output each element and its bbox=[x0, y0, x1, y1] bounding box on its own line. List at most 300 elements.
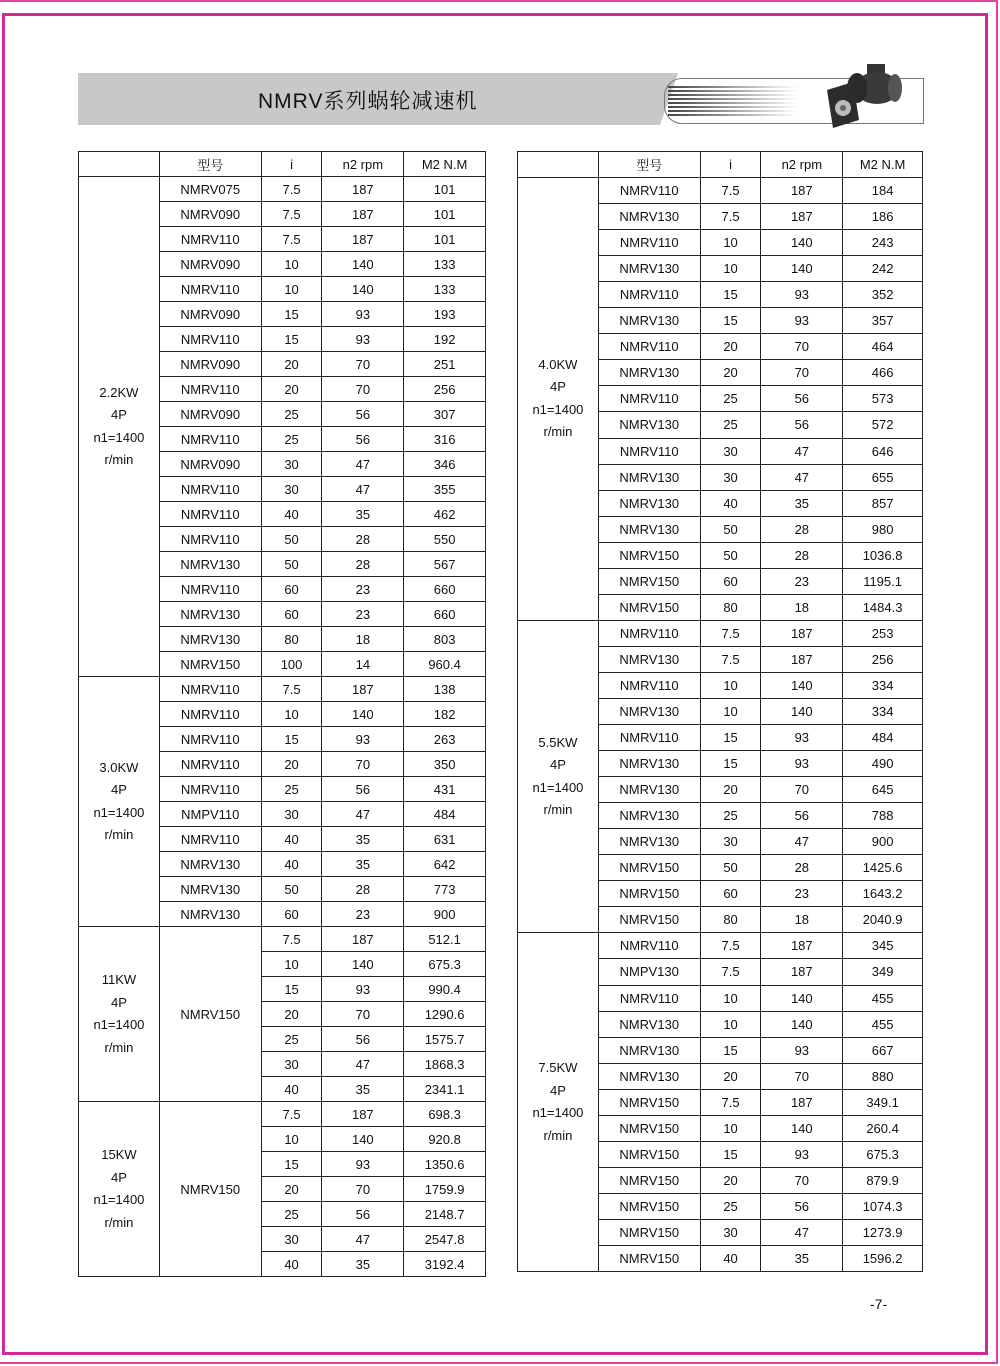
ratio-cell: 7.5 bbox=[700, 178, 761, 204]
ratio-cell: 10 bbox=[261, 952, 322, 977]
n2-cell: 28 bbox=[761, 542, 843, 568]
group-label-line: 3.0KW bbox=[99, 759, 139, 775]
model-cell: NMRV110 bbox=[598, 438, 700, 464]
m2-cell: 334 bbox=[843, 698, 923, 724]
ratio-cell: 25 bbox=[700, 803, 761, 829]
table-row bbox=[79, 1102, 486, 1127]
n2-cell: 140 bbox=[322, 277, 404, 302]
ratio-cell: 10 bbox=[261, 702, 322, 727]
m2-cell: 455 bbox=[843, 1011, 923, 1037]
model-cell: NMRV110 bbox=[598, 985, 700, 1011]
n2-cell: 28 bbox=[322, 527, 404, 552]
m2-cell: 253 bbox=[843, 620, 923, 646]
m2-cell: 352 bbox=[843, 282, 923, 308]
model-cell: NMRV150 bbox=[598, 1167, 700, 1193]
model-cell: NMRV150 bbox=[598, 907, 700, 933]
model-cell: NMRV110 bbox=[598, 230, 700, 256]
m2-cell: 349.1 bbox=[843, 1089, 923, 1115]
ratio-cell: 10 bbox=[261, 252, 322, 277]
m2-cell: 263 bbox=[404, 727, 486, 752]
model-cell: NMRV150 bbox=[598, 855, 700, 881]
ratio-cell: 15 bbox=[261, 302, 322, 327]
m2-cell: 355 bbox=[404, 477, 486, 502]
ratio-cell: 60 bbox=[261, 577, 322, 602]
m2-cell: 2040.9 bbox=[843, 907, 923, 933]
page-title: NMRV系列蜗轮减速机 bbox=[258, 90, 478, 113]
model-cell: NMRV150 bbox=[598, 1115, 700, 1141]
ratio-cell: 10 bbox=[700, 1011, 761, 1037]
n2-cell: 93 bbox=[322, 977, 404, 1002]
group-label-line: 5.5KW bbox=[538, 734, 578, 750]
m2-cell: 431 bbox=[404, 777, 486, 802]
model-cell: NMRV130 bbox=[598, 490, 700, 516]
m2-cell: 773 bbox=[404, 877, 486, 902]
m2-cell: 307 bbox=[404, 402, 486, 427]
ratio-cell: 7.5 bbox=[261, 227, 322, 252]
m2-cell: 1643.2 bbox=[843, 881, 923, 907]
n2-cell: 187 bbox=[761, 1089, 843, 1115]
ratio-cell: 40 bbox=[261, 1252, 322, 1277]
m2-cell: 464 bbox=[843, 334, 923, 360]
header-m2: M2 N.M bbox=[843, 152, 923, 178]
m2-cell: 960.4 bbox=[404, 652, 486, 677]
m2-cell: 788 bbox=[843, 803, 923, 829]
ratio-cell: 60 bbox=[261, 602, 322, 627]
n2-cell: 23 bbox=[761, 568, 843, 594]
model-cell: NMRV090 bbox=[159, 352, 261, 377]
model-cell: NMRV130 bbox=[598, 204, 700, 230]
m2-cell: 631 bbox=[404, 827, 486, 852]
group-label-line: r/min bbox=[543, 1127, 573, 1143]
model-cell: NMRV110 bbox=[598, 672, 700, 698]
m2-cell: 642 bbox=[404, 852, 486, 877]
ratio-cell: 25 bbox=[700, 1193, 761, 1219]
power-group-label bbox=[518, 933, 599, 1272]
m2-cell: 357 bbox=[843, 308, 923, 334]
group-label-line: 4P bbox=[549, 757, 566, 773]
n2-cell: 28 bbox=[322, 877, 404, 902]
speed-line bbox=[668, 106, 798, 108]
ratio-cell: 80 bbox=[261, 627, 322, 652]
m2-cell: 645 bbox=[843, 777, 923, 803]
group-label-line: 2.2KW bbox=[99, 384, 139, 400]
ratio-cell: 40 bbox=[261, 1077, 322, 1102]
ratio-cell: 15 bbox=[700, 725, 761, 751]
model-cell: NMRV110 bbox=[598, 386, 700, 412]
model-cell: NMRV090 bbox=[159, 302, 261, 327]
m2-cell: 484 bbox=[404, 802, 486, 827]
m2-cell: 1036.8 bbox=[843, 542, 923, 568]
spec-table-left bbox=[78, 151, 486, 1277]
ratio-cell: 10 bbox=[700, 230, 761, 256]
m2-cell: 466 bbox=[843, 360, 923, 386]
group-label-line: n1=1400 bbox=[93, 1017, 145, 1032]
group-label-line: 4P bbox=[110, 1169, 127, 1185]
n2-cell: 70 bbox=[761, 1063, 843, 1089]
model-cell: NMRV110 bbox=[598, 178, 700, 204]
n2-cell: 93 bbox=[322, 327, 404, 352]
model-cell: NMRV130 bbox=[598, 1037, 700, 1063]
model-cell: NMRV110 bbox=[159, 377, 261, 402]
n2-cell: 47 bbox=[761, 829, 843, 855]
n2-cell: 35 bbox=[322, 827, 404, 852]
ratio-cell: 50 bbox=[261, 552, 322, 577]
model-cell: NMRV110 bbox=[598, 282, 700, 308]
table-header-row bbox=[79, 152, 486, 177]
n2-cell: 35 bbox=[322, 1077, 404, 1102]
n2-cell: 140 bbox=[761, 985, 843, 1011]
ratio-cell: 100 bbox=[261, 652, 322, 677]
ratio-cell: 7.5 bbox=[700, 620, 761, 646]
speed-line bbox=[668, 86, 798, 88]
ratio-cell: 25 bbox=[700, 386, 761, 412]
m2-cell: 2148.7 bbox=[404, 1202, 486, 1227]
n2-cell: 93 bbox=[761, 751, 843, 777]
n2-cell: 18 bbox=[761, 594, 843, 620]
model-cell: NMRV090 bbox=[159, 452, 261, 477]
n2-cell: 47 bbox=[322, 802, 404, 827]
n2-cell: 70 bbox=[761, 360, 843, 386]
power-group-label bbox=[79, 677, 160, 927]
model-cell: NMRV130 bbox=[598, 698, 700, 724]
m2-cell: 803 bbox=[404, 627, 486, 652]
ratio-cell: 20 bbox=[261, 377, 322, 402]
ratio-cell: 20 bbox=[261, 752, 322, 777]
ratio-cell: 80 bbox=[700, 594, 761, 620]
n2-cell: 93 bbox=[322, 1152, 404, 1177]
m2-cell: 260.4 bbox=[843, 1115, 923, 1141]
ratio-cell: 20 bbox=[261, 352, 322, 377]
ratio-cell: 15 bbox=[700, 1037, 761, 1063]
ratio-cell: 50 bbox=[700, 542, 761, 568]
table-header-row bbox=[518, 152, 923, 178]
m2-cell: 186 bbox=[843, 204, 923, 230]
model-cell: NMRV110 bbox=[159, 477, 261, 502]
ratio-cell: 20 bbox=[261, 1002, 322, 1027]
ratio-cell: 10 bbox=[261, 277, 322, 302]
ratio-cell: 60 bbox=[700, 568, 761, 594]
m2-cell: 182 bbox=[404, 702, 486, 727]
model-cell: NMRV110 bbox=[159, 577, 261, 602]
model-cell: NMRV110 bbox=[159, 277, 261, 302]
m2-cell: 101 bbox=[404, 202, 486, 227]
model-cell: NMRV130 bbox=[159, 552, 261, 577]
m2-cell: 646 bbox=[843, 438, 923, 464]
model-cell: NMRV150 bbox=[598, 1245, 700, 1271]
m2-cell: 1596.2 bbox=[843, 1245, 923, 1271]
m2-cell: 349 bbox=[843, 959, 923, 985]
ratio-cell: 40 bbox=[261, 852, 322, 877]
group-label-line: n1=1400 bbox=[93, 1192, 145, 1207]
n2-cell: 70 bbox=[761, 334, 843, 360]
ratio-cell: 30 bbox=[700, 464, 761, 490]
n2-cell: 47 bbox=[322, 452, 404, 477]
ratio-cell: 10 bbox=[700, 256, 761, 282]
model-cell: NMRV130 bbox=[598, 1011, 700, 1037]
m2-cell: 256 bbox=[404, 377, 486, 402]
m2-cell: 880 bbox=[843, 1063, 923, 1089]
n2-cell: 187 bbox=[322, 202, 404, 227]
table-row bbox=[518, 933, 923, 959]
n2-cell: 187 bbox=[322, 1102, 404, 1127]
model-cell: NMRV130 bbox=[598, 256, 700, 282]
model-cell: NMPV130 bbox=[598, 959, 700, 985]
ratio-cell: 40 bbox=[261, 502, 322, 527]
m2-cell: 334 bbox=[843, 672, 923, 698]
group-label-line: n1=1400 bbox=[93, 429, 145, 445]
ratio-cell: 50 bbox=[261, 527, 322, 552]
n2-cell: 93 bbox=[761, 1037, 843, 1063]
n2-cell: 140 bbox=[322, 702, 404, 727]
m2-cell: 192 bbox=[404, 327, 486, 352]
n2-cell: 47 bbox=[761, 438, 843, 464]
model-cell: NMRV110 bbox=[159, 527, 261, 552]
n2-cell: 35 bbox=[761, 490, 843, 516]
n2-cell: 140 bbox=[322, 952, 404, 977]
m2-cell: 698.3 bbox=[404, 1102, 486, 1127]
model-cell: NMRV150 bbox=[598, 594, 700, 620]
model-cell: NMRV150 bbox=[598, 1193, 700, 1219]
header-m2: M2 N.M bbox=[404, 152, 486, 177]
ratio-cell: 10 bbox=[700, 698, 761, 724]
model-cell: NMRV110 bbox=[159, 752, 261, 777]
m2-cell: 133 bbox=[404, 252, 486, 277]
m2-cell: 1759.9 bbox=[404, 1177, 486, 1202]
n2-cell: 140 bbox=[761, 698, 843, 724]
model-cell: NMRV110 bbox=[598, 620, 700, 646]
ratio-cell: 7.5 bbox=[700, 646, 761, 672]
m2-cell: 462 bbox=[404, 502, 486, 527]
group-label-line: 7.5KW bbox=[538, 1060, 578, 1076]
n2-cell: 47 bbox=[761, 1219, 843, 1245]
n2-cell: 140 bbox=[322, 1127, 404, 1152]
model-cell: NMRV130 bbox=[598, 777, 700, 803]
m2-cell: 2341.1 bbox=[404, 1077, 486, 1102]
ratio-cell: 30 bbox=[700, 438, 761, 464]
model-cell: NMPV110 bbox=[159, 802, 261, 827]
group-label-line: r/min bbox=[104, 452, 134, 467]
m2-cell: 242 bbox=[843, 256, 923, 282]
n2-cell: 70 bbox=[322, 352, 404, 377]
n2-cell: 70 bbox=[322, 1002, 404, 1027]
speed-line bbox=[668, 90, 798, 92]
group-label-line: r/min bbox=[104, 827, 134, 842]
ratio-cell: 40 bbox=[700, 1245, 761, 1271]
m2-cell: 184 bbox=[843, 178, 923, 204]
spec-table-right bbox=[517, 151, 923, 1272]
n2-cell: 140 bbox=[322, 252, 404, 277]
m2-cell: 350 bbox=[404, 752, 486, 777]
ratio-cell: 25 bbox=[261, 1202, 322, 1227]
ratio-cell: 20 bbox=[700, 1063, 761, 1089]
model-cell: NMRV130 bbox=[598, 829, 700, 855]
model-cell: NMRV130 bbox=[598, 751, 700, 777]
m2-cell: 675.3 bbox=[843, 1141, 923, 1167]
speed-line bbox=[668, 98, 798, 100]
m2-cell: 138 bbox=[404, 677, 486, 702]
model-cell: NMRV130 bbox=[159, 602, 261, 627]
n2-cell: 23 bbox=[322, 577, 404, 602]
n2-cell: 56 bbox=[322, 1027, 404, 1052]
n2-cell: 28 bbox=[322, 552, 404, 577]
ratio-cell: 50 bbox=[700, 855, 761, 881]
n2-cell: 140 bbox=[761, 672, 843, 698]
ratio-cell: 15 bbox=[700, 282, 761, 308]
ratio-cell: 30 bbox=[261, 1227, 322, 1252]
n2-cell: 140 bbox=[761, 1115, 843, 1141]
ratio-cell: 40 bbox=[261, 827, 322, 852]
ratio-cell: 7.5 bbox=[261, 177, 322, 202]
n2-cell: 47 bbox=[322, 477, 404, 502]
m2-cell: 1868.3 bbox=[404, 1052, 486, 1077]
model-cell: NMRV130 bbox=[159, 627, 261, 652]
ratio-cell: 7.5 bbox=[700, 1089, 761, 1115]
model-cell: NMRV130 bbox=[598, 803, 700, 829]
model-cell-shared: NMRV150 bbox=[159, 1102, 261, 1277]
ratio-cell: 10 bbox=[700, 672, 761, 698]
model-cell: NMRV150 bbox=[598, 1089, 700, 1115]
model-cell: NMRV130 bbox=[159, 852, 261, 877]
n2-cell: 70 bbox=[322, 377, 404, 402]
n2-cell: 70 bbox=[761, 1167, 843, 1193]
n2-cell: 187 bbox=[761, 959, 843, 985]
group-label-line: r/min bbox=[104, 1214, 134, 1230]
ratio-cell: 20 bbox=[261, 1177, 322, 1202]
model-cell: NMRV130 bbox=[598, 464, 700, 490]
n2-cell: 140 bbox=[761, 256, 843, 282]
table-row bbox=[79, 677, 486, 702]
speed-line bbox=[668, 94, 798, 96]
banner-graphic bbox=[656, 78, 924, 123]
n2-cell: 56 bbox=[761, 386, 843, 412]
m2-cell: 256 bbox=[843, 646, 923, 672]
m2-cell: 567 bbox=[404, 552, 486, 577]
ratio-cell: 7.5 bbox=[261, 202, 322, 227]
m2-cell: 1273.9 bbox=[843, 1219, 923, 1245]
header-n2: n2 rpm bbox=[761, 152, 843, 178]
header-ratio: i bbox=[261, 152, 322, 177]
model-cell: NMRV090 bbox=[159, 402, 261, 427]
group-label-line: 4P bbox=[110, 994, 127, 1010]
group-label-line: r/min bbox=[104, 1039, 134, 1055]
ratio-cell: 7.5 bbox=[261, 677, 322, 702]
ratio-cell: 7.5 bbox=[700, 204, 761, 230]
n2-cell: 23 bbox=[322, 602, 404, 627]
model-cell: NMRV075 bbox=[159, 177, 261, 202]
n2-cell: 93 bbox=[761, 725, 843, 751]
ratio-cell: 50 bbox=[261, 877, 322, 902]
n2-cell: 23 bbox=[761, 881, 843, 907]
model-cell: NMRV110 bbox=[159, 677, 261, 702]
model-cell: NMRV110 bbox=[159, 702, 261, 727]
model-cell: NMRV130 bbox=[598, 412, 700, 438]
speed-line bbox=[668, 110, 798, 112]
header-n2: n2 rpm bbox=[322, 152, 404, 177]
page-number: -7- bbox=[870, 1296, 888, 1312]
group-label-line: 4.0KW bbox=[538, 356, 578, 372]
model-cell: NMRV150 bbox=[598, 542, 700, 568]
n2-cell: 93 bbox=[761, 282, 843, 308]
ratio-cell: 15 bbox=[261, 977, 322, 1002]
m2-cell: 980 bbox=[843, 516, 923, 542]
model-cell: NMRV090 bbox=[159, 202, 261, 227]
n2-cell: 56 bbox=[761, 1193, 843, 1219]
ratio-cell: 60 bbox=[261, 902, 322, 927]
m2-cell: 900 bbox=[404, 902, 486, 927]
n2-cell: 56 bbox=[322, 402, 404, 427]
n2-cell: 23 bbox=[322, 902, 404, 927]
m2-cell: 550 bbox=[404, 527, 486, 552]
n2-cell: 35 bbox=[322, 1252, 404, 1277]
ratio-cell: 15 bbox=[261, 327, 322, 352]
ratio-cell: 7.5 bbox=[261, 1102, 322, 1127]
ratio-cell: 15 bbox=[261, 727, 322, 752]
n2-cell: 187 bbox=[761, 178, 843, 204]
n2-cell: 35 bbox=[322, 852, 404, 877]
m2-cell: 1290.6 bbox=[404, 1002, 486, 1027]
n2-cell: 70 bbox=[761, 777, 843, 803]
model-cell: NMRV150 bbox=[159, 652, 261, 677]
n2-cell: 56 bbox=[761, 412, 843, 438]
group-label-line: 15KW bbox=[101, 1147, 137, 1162]
ratio-cell: 60 bbox=[700, 881, 761, 907]
group-label-line: n1=1400 bbox=[532, 779, 584, 795]
n2-cell: 93 bbox=[761, 1141, 843, 1167]
m2-cell: 900 bbox=[843, 829, 923, 855]
power-group-label bbox=[79, 1102, 160, 1277]
ratio-cell: 20 bbox=[700, 1167, 761, 1193]
n2-cell: 187 bbox=[761, 933, 843, 959]
m2-cell: 101 bbox=[404, 177, 486, 202]
n2-cell: 187 bbox=[322, 927, 404, 952]
m2-cell: 1575.7 bbox=[404, 1027, 486, 1052]
ratio-cell: 15 bbox=[700, 308, 761, 334]
n2-cell: 18 bbox=[761, 907, 843, 933]
n2-cell: 93 bbox=[322, 302, 404, 327]
m2-cell: 101 bbox=[404, 227, 486, 252]
model-cell: NMRV130 bbox=[159, 877, 261, 902]
ratio-cell: 25 bbox=[261, 402, 322, 427]
table-row bbox=[518, 620, 923, 646]
ratio-cell: 30 bbox=[700, 1219, 761, 1245]
n2-cell: 187 bbox=[761, 204, 843, 230]
m2-cell: 572 bbox=[843, 412, 923, 438]
ratio-cell: 10 bbox=[700, 985, 761, 1011]
model-cell: NMRV110 bbox=[159, 427, 261, 452]
m2-cell: 660 bbox=[404, 602, 486, 627]
group-label-line: n1=1400 bbox=[93, 804, 145, 820]
model-cell: NMRV150 bbox=[598, 1141, 700, 1167]
ratio-cell: 15 bbox=[700, 1141, 761, 1167]
m2-cell: 1195.1 bbox=[843, 568, 923, 594]
model-cell-shared: NMRV150 bbox=[159, 927, 261, 1102]
ratio-cell: 15 bbox=[700, 751, 761, 777]
m2-cell: 512.1 bbox=[404, 927, 486, 952]
ratio-cell: 30 bbox=[261, 1052, 322, 1077]
ratio-cell: 25 bbox=[261, 1027, 322, 1052]
table-row bbox=[518, 178, 923, 204]
model-cell: NMRV130 bbox=[598, 1063, 700, 1089]
header-ratio: i bbox=[700, 152, 761, 178]
ratio-cell: 80 bbox=[700, 907, 761, 933]
ratio-cell: 30 bbox=[700, 829, 761, 855]
n2-cell: 140 bbox=[761, 230, 843, 256]
group-label-line: r/min bbox=[543, 802, 573, 818]
power-group-label bbox=[79, 177, 160, 677]
ratio-cell: 25 bbox=[700, 412, 761, 438]
n2-cell: 14 bbox=[322, 652, 404, 677]
model-cell: NMRV150 bbox=[598, 568, 700, 594]
